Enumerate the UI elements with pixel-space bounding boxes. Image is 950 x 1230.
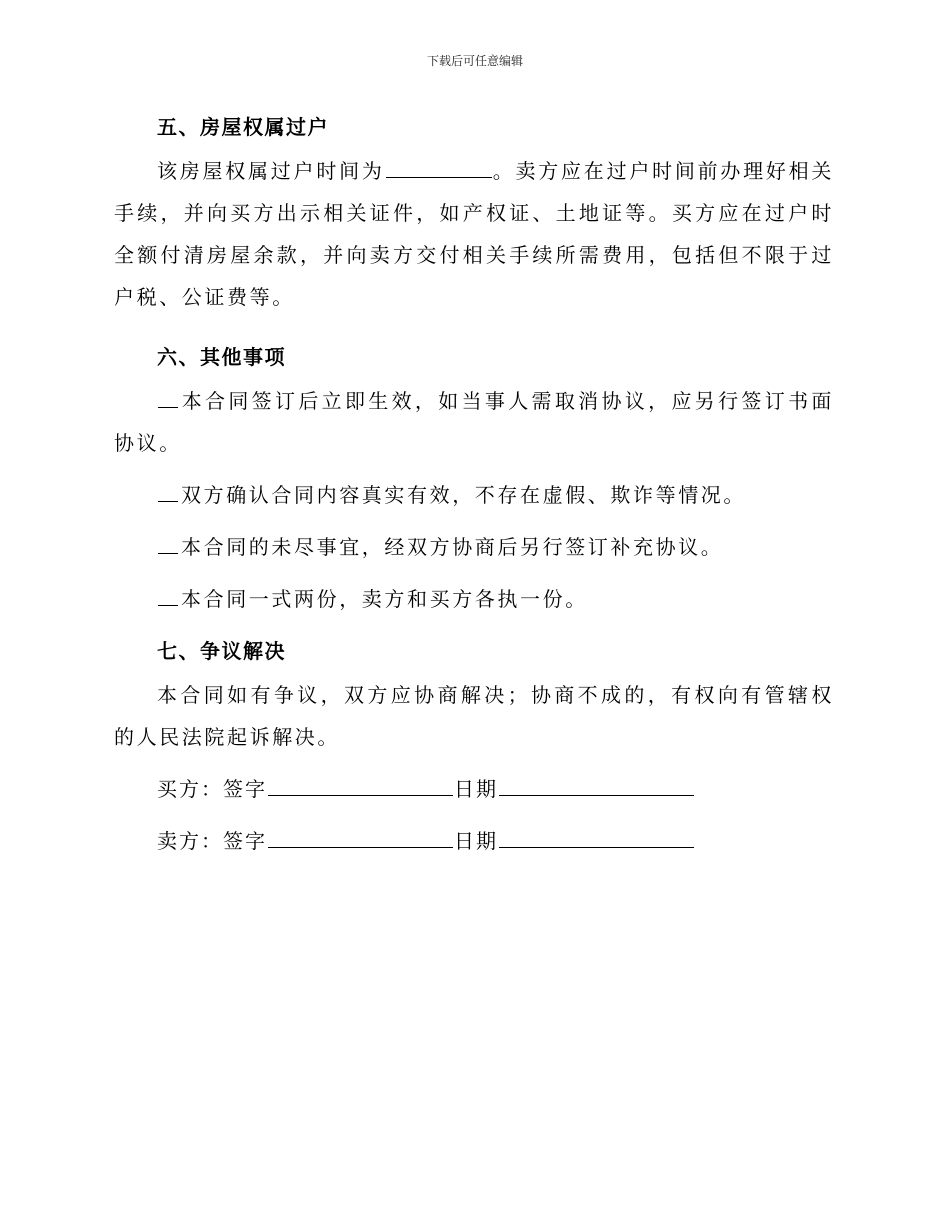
seller-date-field	[499, 825, 694, 848]
section-6-item-text: 本合同签订后立即生效，如当事人需取消协议，应另行签订书面协议。	[114, 389, 834, 455]
section-5-text-after: 。卖方应在过户时间前办理好相关手续，并向买方出示相关证件，如产权证、土地证等。买方应在过户时全额付清房屋余款，并向卖方交付相关手续所需费用，包括但不限于过户税、公证费等。	[114, 159, 835, 309]
section-6-item	[114, 526, 834, 568]
section-6-title: 六、其他事项	[157, 345, 286, 369]
section-5-title: 五、房屋权属过户	[157, 115, 329, 139]
section-5-paragraph	[114, 150, 834, 318]
buyer-label: 买方：	[157, 777, 223, 801]
section-6-item	[114, 578, 834, 620]
item-blank	[158, 531, 178, 554]
seller-date-label: 日期	[454, 829, 498, 853]
buyer-signature-field	[268, 773, 453, 796]
seller-signature-field	[268, 825, 453, 848]
section-6-item-text: 本合同一式两份，卖方和买方各执一份。	[181, 587, 588, 611]
section-6-item-text: 本合同的未尽事宜，经双方协商后另行签订补充协议。	[181, 535, 724, 559]
buyer-signature-line	[114, 768, 834, 810]
seller-signature-line	[114, 820, 834, 862]
item-blank	[158, 385, 178, 408]
section-5-text-before: 该房屋权属过户时间为	[157, 159, 385, 183]
seller-sign-label: 签字	[223, 829, 267, 853]
item-blank	[158, 583, 178, 606]
section-6-item-text: 双方确认合同内容真实有效，不存在虚假、欺诈等情况。	[181, 483, 746, 507]
buyer-date-field	[499, 773, 694, 796]
page-header: 下载后可任意编辑	[426, 54, 523, 68]
buyer-sign-label: 签字	[223, 777, 267, 801]
item-blank	[158, 479, 178, 502]
section-6-item	[114, 380, 834, 464]
seller-label: 卖方：	[157, 829, 223, 853]
section-7-paragraph: 本合同如有争议，双方应协商解决；协商不成的，有权向有管辖权的人民法院起诉解决。	[114, 683, 834, 749]
buyer-date-label: 日期	[454, 777, 498, 801]
transfer-date-blank	[386, 155, 492, 178]
document-body	[114, 114, 834, 862]
section-7-title: 七、争议解决	[157, 639, 286, 663]
section-6-item	[114, 474, 834, 516]
